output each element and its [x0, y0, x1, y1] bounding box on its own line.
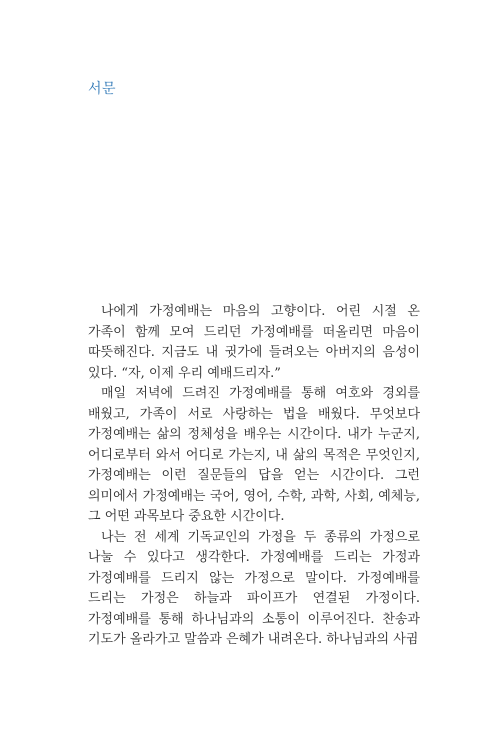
body-text [88, 302, 420, 651]
paragraph-3: 나는 전 세계 기독교인의 가정을 두 종류의 가정으로 나눌 수 있다고 생각한다. 가정예배를 드리는 가정과 가정예배를 드리지 않는 가정으로 말이다. 가정예배를 드리는 가정은 하늘과 파이프가 연결된 가정이다. 가정예배를 통해 하나님과의 소통이 이루어진다. 찬송과 기도가 올라가고 말씀과 은혜가 내려온다. 하나님과의 사귐 [88, 529, 420, 647]
paragraph-2: 매일 저녁에 드려진 가정예배를 통해 여호와 경외를 배웠고, 가족이 서로 사랑하는 법을 배웠다. 무엇보다 가정예배는 삶의 정체성을 배우는 시간이다. 내가 누군지, 어디로부터 와서 어디로 가는지, 내 삶의 목적은 무엇인지, 가정예배는 이런 질문들의 답을 얻는 시간이다. 그런 의미에서 가정예배는 국어, 영어, 수학, 과학, 사회, 예체능, 그 어떤 과목보다 중요한 시간이다. [88, 386, 420, 524]
section-heading: 서문 [88, 81, 117, 97]
paragraph-1: 나에게 가정예배는 마음의 고향이다. 어린 시절 온 가족이 함께 모여 드리던 가정예배를 떠올리면 마음이 따뜻해진다. 지금도 내 귓가에 들려오는 아버지의 음성이 있다. “자, 이제 우리 예배드리자.” [88, 304, 420, 381]
